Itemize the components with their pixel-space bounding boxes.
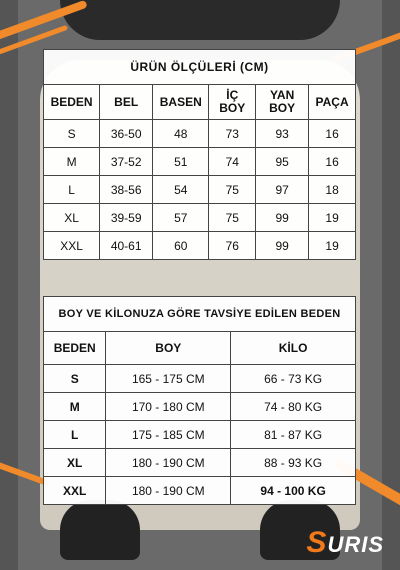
- brand-logo-initial: S: [306, 526, 328, 559]
- table-title: BOY VE KİLONUZA GÖRE TAVSİYE EDİLEN BEDEN: [44, 297, 356, 332]
- measurement-cell: 75: [209, 204, 256, 232]
- table-row: [44, 421, 356, 449]
- table-title: ÜRÜN ÖLÇÜLERİ (CM): [44, 50, 356, 85]
- column-header-line: BEL: [114, 94, 139, 109]
- table-row: [44, 176, 356, 204]
- column-header: [153, 85, 209, 120]
- measurement-cell: 75: [209, 176, 256, 204]
- left-shoe: [60, 500, 140, 560]
- column-header-line: BOY: [219, 101, 246, 115]
- size-cell: XL: [44, 449, 106, 477]
- height-cell: 180 - 190 CM: [106, 477, 231, 505]
- measurement-cell: 97: [256, 176, 309, 204]
- measurement-cell: 19: [309, 204, 356, 232]
- table-row: [44, 148, 356, 176]
- measurement-cell: 99: [256, 232, 309, 260]
- measurement-cell: 37-52: [100, 148, 153, 176]
- weight-cell: 81 - 87 KG: [231, 421, 356, 449]
- size-cell: S: [44, 120, 100, 148]
- measurement-cell: 18: [309, 176, 356, 204]
- measurement-cell: 74: [209, 148, 256, 176]
- brand-logo-text: URIS: [327, 532, 384, 557]
- measurement-cell: 39-59: [100, 204, 153, 232]
- measurement-cell: 16: [309, 120, 356, 148]
- measurement-cell: 95: [256, 148, 309, 176]
- recommended-size-table: [43, 296, 356, 505]
- column-header: [309, 85, 356, 120]
- column-header: BEDEN: [44, 332, 106, 365]
- column-header-line: BEDEN: [50, 94, 93, 109]
- size-cell: M: [44, 148, 100, 176]
- column-header: [256, 85, 309, 120]
- weight-cell: 66 - 73 KG: [231, 365, 356, 393]
- measurement-cell: 38-56: [100, 176, 153, 204]
- height-cell: 180 - 190 CM: [106, 449, 231, 477]
- measurement-cell: 51: [153, 148, 209, 176]
- size-cell: M: [44, 393, 106, 421]
- size-cell: XL: [44, 204, 100, 232]
- height-cell: 165 - 175 CM: [106, 365, 231, 393]
- column-header: [209, 85, 256, 120]
- weight-cell: 88 - 93 KG: [231, 449, 356, 477]
- measurement-cell: 48: [153, 120, 209, 148]
- height-cell: 175 - 185 CM: [106, 421, 231, 449]
- table-row: [44, 232, 356, 260]
- measurement-cell: 60: [153, 232, 209, 260]
- column-header-line: PAÇA: [315, 94, 349, 109]
- weight-cell: 94 - 100 KG: [231, 477, 356, 505]
- size-cell: L: [44, 421, 106, 449]
- table-row: [44, 365, 356, 393]
- column-header: [100, 85, 153, 120]
- size-cell: XXL: [44, 232, 100, 260]
- column-header-line: YAN: [270, 88, 295, 102]
- table-row: [44, 120, 356, 148]
- column-header: [44, 85, 100, 120]
- table-row: [44, 449, 356, 477]
- weight-cell: 74 - 80 KG: [231, 393, 356, 421]
- left-edge: [0, 0, 18, 570]
- measurement-cell: 36-50: [100, 120, 153, 148]
- model-shirt: [60, 0, 340, 40]
- column-header-line: BASEN: [159, 94, 202, 109]
- product-measurements-table: [43, 49, 356, 260]
- height-cell: 170 - 180 CM: [106, 393, 231, 421]
- table-row: [44, 477, 356, 505]
- measurement-cell: 99: [256, 204, 309, 232]
- measurement-cell: 16: [309, 148, 356, 176]
- brand-logo: [306, 526, 384, 560]
- measurement-cell: 19: [309, 232, 356, 260]
- size-cell: XXL: [44, 477, 106, 505]
- column-header-line: BOY: [269, 101, 296, 115]
- measurement-cell: 57: [153, 204, 209, 232]
- table-row: [44, 204, 356, 232]
- size-cell: L: [44, 176, 100, 204]
- measurement-cell: 73: [209, 120, 256, 148]
- column-header: BOY: [106, 332, 231, 365]
- measurement-cell: 54: [153, 176, 209, 204]
- size-cell: S: [44, 365, 106, 393]
- measurement-cell: 93: [256, 120, 309, 148]
- measurement-cell: 40-61: [100, 232, 153, 260]
- column-header: KİLO: [231, 332, 356, 365]
- table-row: [44, 393, 356, 421]
- measurement-cell: 76: [209, 232, 256, 260]
- column-header-line: İÇ: [226, 88, 239, 102]
